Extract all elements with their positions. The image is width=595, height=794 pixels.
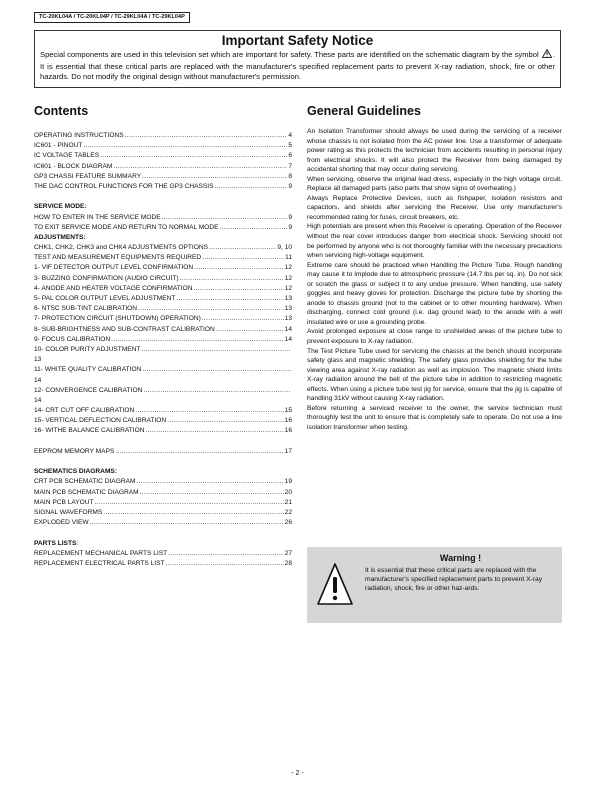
toc-leader-dots xyxy=(103,508,283,518)
toc-entry-title: THE DAC CONTROL FUNCTIONS FOR THE GP3 CHASSIS xyxy=(34,182,214,190)
warning-triangle-icon xyxy=(316,562,354,606)
toc-leader-dots xyxy=(162,213,288,223)
toc-entry-page: 13 xyxy=(34,356,42,364)
toc-heading-schematics: SCHEMATICS DIAGRAMS: xyxy=(34,468,118,476)
guideline-paragraph: When servicing, observe the original lead dress, especially in the high voltage circuit. Replace all damaged parts (also parts that show signs of overheating.) xyxy=(307,175,562,193)
toc-leader-dots xyxy=(146,426,284,436)
toc-entry xyxy=(34,304,292,314)
toc-entry xyxy=(34,406,292,416)
toc-entry-page: 7 xyxy=(288,162,292,170)
toc-leader-dots xyxy=(113,162,287,172)
toc-entry-title: OPERATING INSTRUCTIONS xyxy=(34,132,124,139)
toc-entry xyxy=(34,325,292,335)
toc-entry-title: 6- NTSC SUB-TINT CALIBRATION xyxy=(34,305,138,313)
toc-leader-dots xyxy=(194,284,284,294)
toc-leader-dots xyxy=(142,172,287,182)
toc-entry-title: 10- COLOR PURITY ADJUSTMENT xyxy=(34,345,141,353)
toc-entry-page: 12 xyxy=(284,284,292,292)
toc-leader-dots xyxy=(125,131,288,141)
toc-entry-page: 9 xyxy=(288,182,292,190)
table-of-contents xyxy=(34,131,292,569)
toc-leader-dots xyxy=(216,325,284,335)
toc-entry-page-line xyxy=(34,396,292,406)
warning-text: It is essential that these critical parts are replaced with the manufacturer's specified replacement parts to prevent X-ray radiation, shock, fire or other haz-ards. xyxy=(365,567,543,593)
toc-entry xyxy=(34,365,292,375)
toc-entry xyxy=(34,559,292,569)
toc-entry-page: 28 xyxy=(284,559,292,567)
toc-entry-page: 11 xyxy=(285,254,292,262)
toc-entry-title: 1- VIF DETECTOR OUTPUT LEVEL CONFIRMATION xyxy=(34,264,194,272)
toc-entry xyxy=(34,345,292,355)
toc-heading-service-mode: SERVICE MODE: xyxy=(34,203,87,211)
toc-entry-title: HOW TO ENTER IN THE SERVICE MODE xyxy=(34,213,161,221)
toc-entry xyxy=(34,213,292,223)
toc-entry-title: 5- PAL COLOR OUTPUT LEVEL ADJUSTMENT xyxy=(34,295,176,302)
toc-leader-dots xyxy=(111,335,284,345)
toc-entry-page: 21 xyxy=(284,498,292,506)
toc-entry-page: 16 xyxy=(284,417,292,425)
toc-entry xyxy=(34,141,292,151)
toc-entry-title: MAIN PCB SCHEMATIC DIAGRAM xyxy=(34,488,139,496)
notice-body-part2: . It is essential that these critical parts are replaced with the manufacturer's specified replacement parts to prevent X-ray radiation, shock, fire or other hazards. Do not modify the original design without manufacturer's permission. xyxy=(40,50,555,81)
toc-leader-dots xyxy=(167,416,284,426)
toc-entry-page: 14 xyxy=(34,376,42,384)
toc-entry-title: 11- WHITE QUALITY CALIBRATION xyxy=(34,366,142,374)
toc-entry-title: 14- CRT CUT OFF CALIBRATION xyxy=(34,407,135,415)
toc-leader-dots xyxy=(220,223,288,233)
toc-entry xyxy=(34,477,292,487)
toc-entry-page: 13 xyxy=(284,315,292,323)
toc-heading-parts-label: PARTS LISTS xyxy=(34,539,77,547)
warning-triangle-icon xyxy=(542,49,552,62)
toc-leader-dots xyxy=(194,263,284,273)
notice-body-part1: Special components are used in this television set which are important for safety. These parts are identified on the schematic diagram by the symbol xyxy=(40,50,539,59)
toc-entry-page-line xyxy=(34,376,292,386)
toc-leader-dots xyxy=(142,365,291,375)
notice-body xyxy=(40,49,555,83)
safety-notice-box xyxy=(34,30,561,88)
warning-box xyxy=(307,547,562,623)
toc-leader-dots xyxy=(166,559,284,569)
toc-entry-page: 9, 10 xyxy=(277,244,292,252)
toc-entry-page: 13 xyxy=(284,295,292,302)
guideline-paragraph: Extreme care should be practiced when Handling the Picture Tube. Rough handling may cause it to implode due to atmospheric pressure (14.7 lbs per sq. in). Do not sick or scratch the glass or subject it to any undue pressure. When handling, use safety goggles and heavy gloves for protection. Discharge the picture tube by shorting the anode to chassis ground (not to the cabinet or to other mounting hardware). When discharging, connect cold ground (i.e. dag ground lead) to the anode with a well insulated wire or use a grounding probe. xyxy=(307,261,562,326)
toc-entry-title: 3- BUZZING CONFIRMATION (AUDIO CIRCUIT) xyxy=(34,274,179,282)
toc-entry-title: IC601 - BLOCK DIAGRAM xyxy=(34,162,113,170)
toc-entry xyxy=(34,314,292,324)
toc-entry-title: 8- SUB-BRIGHTNESS AND SUB-CONTRAST CALIBRATION xyxy=(34,325,215,333)
toc-leader-dots xyxy=(176,294,283,304)
toc-leader-dots xyxy=(143,386,291,396)
model-tag: TC-20KL04A / TC-20KL04P / TC-29KL04A / TC-29KL04P xyxy=(34,12,190,23)
toc-entry-title: TEST AND MEASUREMENT EQUIPMENTS REQUIRED xyxy=(34,254,202,262)
toc-entry-page: 9 xyxy=(288,223,292,231)
guideline-paragraph: An Isolation Transformer should always be used during the servicing of a receiver whose chassis is not isolated from the AC power line. Use a transformer of adequate power rating as this protects the technician from accidents resulting in personal injury from electrical shocks. It will also protect the Receiver from being damaged by accidental shorting that may occur during servicing. xyxy=(307,128,562,174)
toc-leader-dots xyxy=(202,253,284,263)
toc-entry-page: 14 xyxy=(284,325,292,333)
toc-entry-page: 17 xyxy=(284,447,292,455)
toc-entry-page: 12 xyxy=(284,274,292,282)
toc-leader-dots xyxy=(138,304,284,314)
guideline-paragraph: Avoid prolonged exposure at close range to unshielded areas of the picture tube to prevent exposure to X-ray radiation. xyxy=(307,328,562,346)
page-number: - 2 - xyxy=(291,770,304,777)
toc-entry-page: 6 xyxy=(288,152,292,160)
toc-entry-title: SIGNAL WAVEFORMS xyxy=(34,508,103,516)
toc-entry-page: 26 xyxy=(284,519,292,527)
toc-entry-page: 14 xyxy=(284,335,292,343)
toc-entry xyxy=(34,243,292,253)
toc-entry-page: 20 xyxy=(284,488,292,496)
toc-entry xyxy=(34,263,292,273)
toc-entry-page-line xyxy=(34,355,292,365)
toc-entry xyxy=(34,274,292,284)
toc-leader-dots xyxy=(215,182,288,192)
toc-entry-title: 7- PROTECTION CIRCUIT (SHUTDOWN) OPERATION) xyxy=(34,315,201,323)
toc-leader-dots xyxy=(115,447,283,457)
toc-entry xyxy=(34,386,292,396)
toc-entry-page: 5 xyxy=(288,142,292,150)
toc-entry xyxy=(34,426,292,436)
toc-entry xyxy=(34,508,292,518)
toc-entry-title: IC601 - PINOUT xyxy=(34,142,83,150)
toc-heading-adjustments: ADJUSTMENTS: xyxy=(34,233,86,241)
toc-entry-title: 12- CONVERGENCE CALIBRATION xyxy=(34,386,143,394)
toc-entry-title: GP3 CHASSI FEATURE SUMMARY xyxy=(34,172,142,180)
toc-leader-dots xyxy=(140,488,284,498)
toc-entry xyxy=(34,162,292,172)
toc-entry-title: 4- ANODE AND HEATER VOLTAGE CONFIRMATION xyxy=(34,284,193,292)
toc-entry-title: REPLACEMENT MECHANICAL PARTS LIST xyxy=(34,549,168,557)
toc-entry-page: 27 xyxy=(284,549,292,557)
toc-leader-dots xyxy=(90,518,284,528)
toc-leader-dots xyxy=(142,345,292,355)
toc-entry xyxy=(34,447,292,457)
toc-entry xyxy=(34,284,292,294)
toc-entry-page: 16 xyxy=(284,427,292,435)
toc-leader-dots xyxy=(180,274,284,284)
toc-entry xyxy=(34,416,292,426)
toc-leader-dots xyxy=(168,549,284,559)
toc-entry-title: TO EXIT SERVICE MODE AND RETURN TO NORMAL MODE xyxy=(34,223,219,231)
warning-title: Warning ! xyxy=(439,553,482,563)
toc-entry xyxy=(34,151,292,161)
guideline-paragraph: Before returning a serviced receiver to the owner, the service technician must thoroughly test the unit to ensure that is completely safe to operate. Do not use a line isolation transformer when testing. xyxy=(307,404,562,431)
toc-entry-page: 8 xyxy=(288,172,292,180)
toc-entry-title: 16- WITHE BALANCE CALIBRATION xyxy=(34,427,145,435)
toc-entry-title: 9- FOCUS CALIBRATION xyxy=(34,335,111,343)
toc-entry xyxy=(34,549,292,559)
toc-entry xyxy=(34,518,292,528)
toc-entry-page: 22 xyxy=(284,508,292,516)
contents-heading: Contents xyxy=(34,104,89,118)
toc-entry-page: 4 xyxy=(288,132,292,139)
toc-entry xyxy=(34,335,292,345)
toc-entry xyxy=(34,172,292,182)
toc-leader-dots xyxy=(202,314,284,324)
toc-entry xyxy=(34,253,292,263)
toc-leader-dots xyxy=(135,406,283,416)
guidelines-heading: General Guidelines xyxy=(307,104,421,118)
toc-entry xyxy=(34,182,292,192)
toc-leader-dots xyxy=(100,151,287,161)
toc-heading-parts-colon: : xyxy=(76,539,79,547)
toc-entry xyxy=(34,131,292,141)
toc-leader-dots xyxy=(95,498,284,508)
toc-entry-page: 14 xyxy=(34,396,42,404)
toc-leader-dots xyxy=(83,141,287,151)
toc-leader-dots xyxy=(136,477,283,487)
toc-entry-title: MAIN PCB LAYOUT xyxy=(34,498,94,506)
toc-entry-title: EXPLODED VIEW xyxy=(34,519,89,527)
toc-leader-dots xyxy=(209,243,276,253)
toc-entry-title: 15- VERTICAL DEFLECTION CALIBRATION xyxy=(34,417,167,425)
toc-entry-title: REPLACEMENT ELECTRICAL PARTS LIST xyxy=(34,559,165,567)
toc-entry-page: 19 xyxy=(284,478,292,486)
toc-entry-page: 9 xyxy=(288,213,292,221)
toc-entry-page: 12 xyxy=(284,264,292,272)
toc-entry xyxy=(34,294,292,304)
toc-entry xyxy=(34,223,292,233)
guideline-paragraph: High potentials are present when this Receiver is operating. Operation of the Receiver without the rear cover introduces danger from electrical shock. Servicing should not be performed by anyone who is not thoroughly familiar with the necessary precautions when servicing high-voltage equipment. xyxy=(307,223,562,260)
toc-entry-title: EEPROM MEMORY MAPS xyxy=(34,447,115,455)
guideline-paragraph: Always Replace Protective Devices, such as fishpaper, isolation resistors and capacitors, and shields after servicing the Receiver. Use only manufacturer's recommended rating for fuses, circuit breakers, etc. xyxy=(307,194,562,221)
toc-heading-parts-lists xyxy=(34,539,292,549)
toc-entry-title: IC VOLTAGE TABLES xyxy=(34,152,100,160)
toc-entry-page: 15 xyxy=(284,407,292,415)
general-guidelines-text xyxy=(307,127,562,433)
toc-entry-title: CRT PCB SCHEMATIC DIAGRAM xyxy=(34,478,136,486)
guideline-paragraph: The Test Picture Tube used for servicing the chassis at the bench should incorporate safety glass and magnetic shielding. The safety glass provides shielding for the tube viewing area against X-ray radiation as well as implosion. The magnetic shield limits X-ray radiation around the bell of the picture tube in addition to restricting magnetic effects. When using a picture tube test jig for service, ensure that the jig is capable of handling 31kV without causing X-ray radiation. xyxy=(307,347,562,403)
toc-entry xyxy=(34,498,292,508)
toc-entry-page: 13 xyxy=(284,305,292,313)
toc-entry xyxy=(34,488,292,498)
notice-title: Important Safety Notice xyxy=(221,33,374,48)
toc-entry-title: CHK1, CHK2, CHK3 and CHK4 ADJUSTMENTS OPTIONS xyxy=(34,244,209,252)
